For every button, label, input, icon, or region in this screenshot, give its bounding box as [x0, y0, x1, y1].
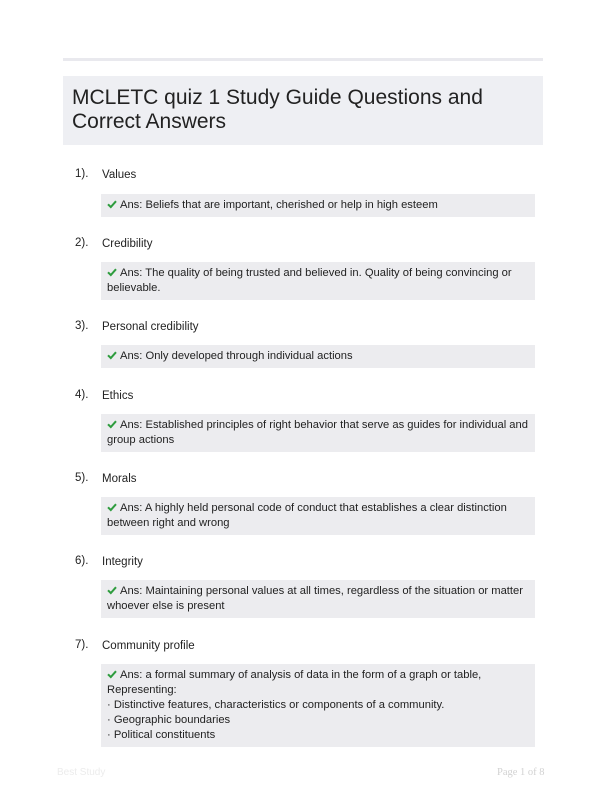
question-term: Community profile [102, 640, 195, 652]
question-term: Credibility [102, 238, 153, 250]
check-icon [107, 669, 117, 679]
answer-line: group actions [107, 434, 175, 446]
question-number: 1). [75, 168, 89, 180]
top-rule [63, 58, 543, 61]
check-icon [107, 350, 117, 360]
answer-line [107, 668, 529, 683]
answer-line: · Geographic boundaries [107, 714, 231, 726]
answer-box [101, 262, 535, 300]
question-term: Morals [102, 473, 137, 485]
answer-line [107, 349, 529, 364]
answer-line: · Political constituents [107, 729, 216, 741]
title-banner [63, 76, 543, 145]
answer-box [101, 664, 535, 747]
answer-text: Ans: Established principles of right behavior that serve as guides for individual and [120, 419, 528, 431]
page-title-line-1: MCLETC quiz 1 Study Guide Questions and [72, 86, 483, 109]
question-number: 7). [75, 639, 89, 651]
check-icon [107, 585, 117, 595]
page-number: Page 1 of 8 [497, 767, 545, 778]
check-icon [107, 267, 117, 277]
answer-text: Ans: Maintaining personal values at all times, regardless of the situation or matter [120, 585, 523, 597]
answer-line [107, 418, 529, 433]
answer-line [107, 266, 529, 281]
answer-box [101, 194, 535, 217]
question-number: 4). [75, 389, 89, 401]
answer-text: Ans: The quality of being trusted and believed in. Quality of being convincing or [120, 267, 512, 279]
answer-line: · Distinctive features, characteristics or components of a community. [107, 699, 445, 711]
answer-line [107, 584, 529, 599]
check-icon [107, 419, 117, 429]
page-title-line-2: Correct Answers [72, 110, 227, 133]
answer-text: Ans: a formal summary of analysis of data in the form of a graph or table, [120, 669, 482, 681]
answer-box [101, 414, 535, 452]
page-title [72, 86, 535, 134]
question-term: Ethics [102, 390, 134, 402]
question-number: 6). [75, 555, 89, 567]
question-number: 2). [75, 237, 89, 249]
answer-box [101, 580, 535, 618]
answer-text: Ans: A highly held personal code of conduct that establishes a clear distinction [120, 502, 507, 514]
footer-watermark: Best Study [57, 767, 106, 778]
question-number: 3). [75, 320, 89, 332]
answer-line: believable. [107, 282, 161, 294]
check-icon [107, 502, 117, 512]
answer-box [101, 497, 535, 535]
question-term: Personal credibility [102, 321, 199, 333]
answer-box [101, 345, 535, 368]
answer-line: Representing: [107, 684, 177, 696]
question-term: Values [102, 169, 137, 181]
answer-line: whoever else is present [107, 600, 225, 612]
answer-line [107, 501, 529, 516]
question-term: Integrity [102, 556, 143, 568]
answer-line [107, 198, 529, 213]
question-number: 5). [75, 472, 89, 484]
answer-text: Ans: Only developed through individual actions [120, 350, 353, 362]
answer-line: between right and wrong [107, 517, 230, 529]
answer-text: Ans: Beliefs that are important, cherished or help in high esteem [120, 199, 438, 211]
check-icon [107, 199, 117, 209]
